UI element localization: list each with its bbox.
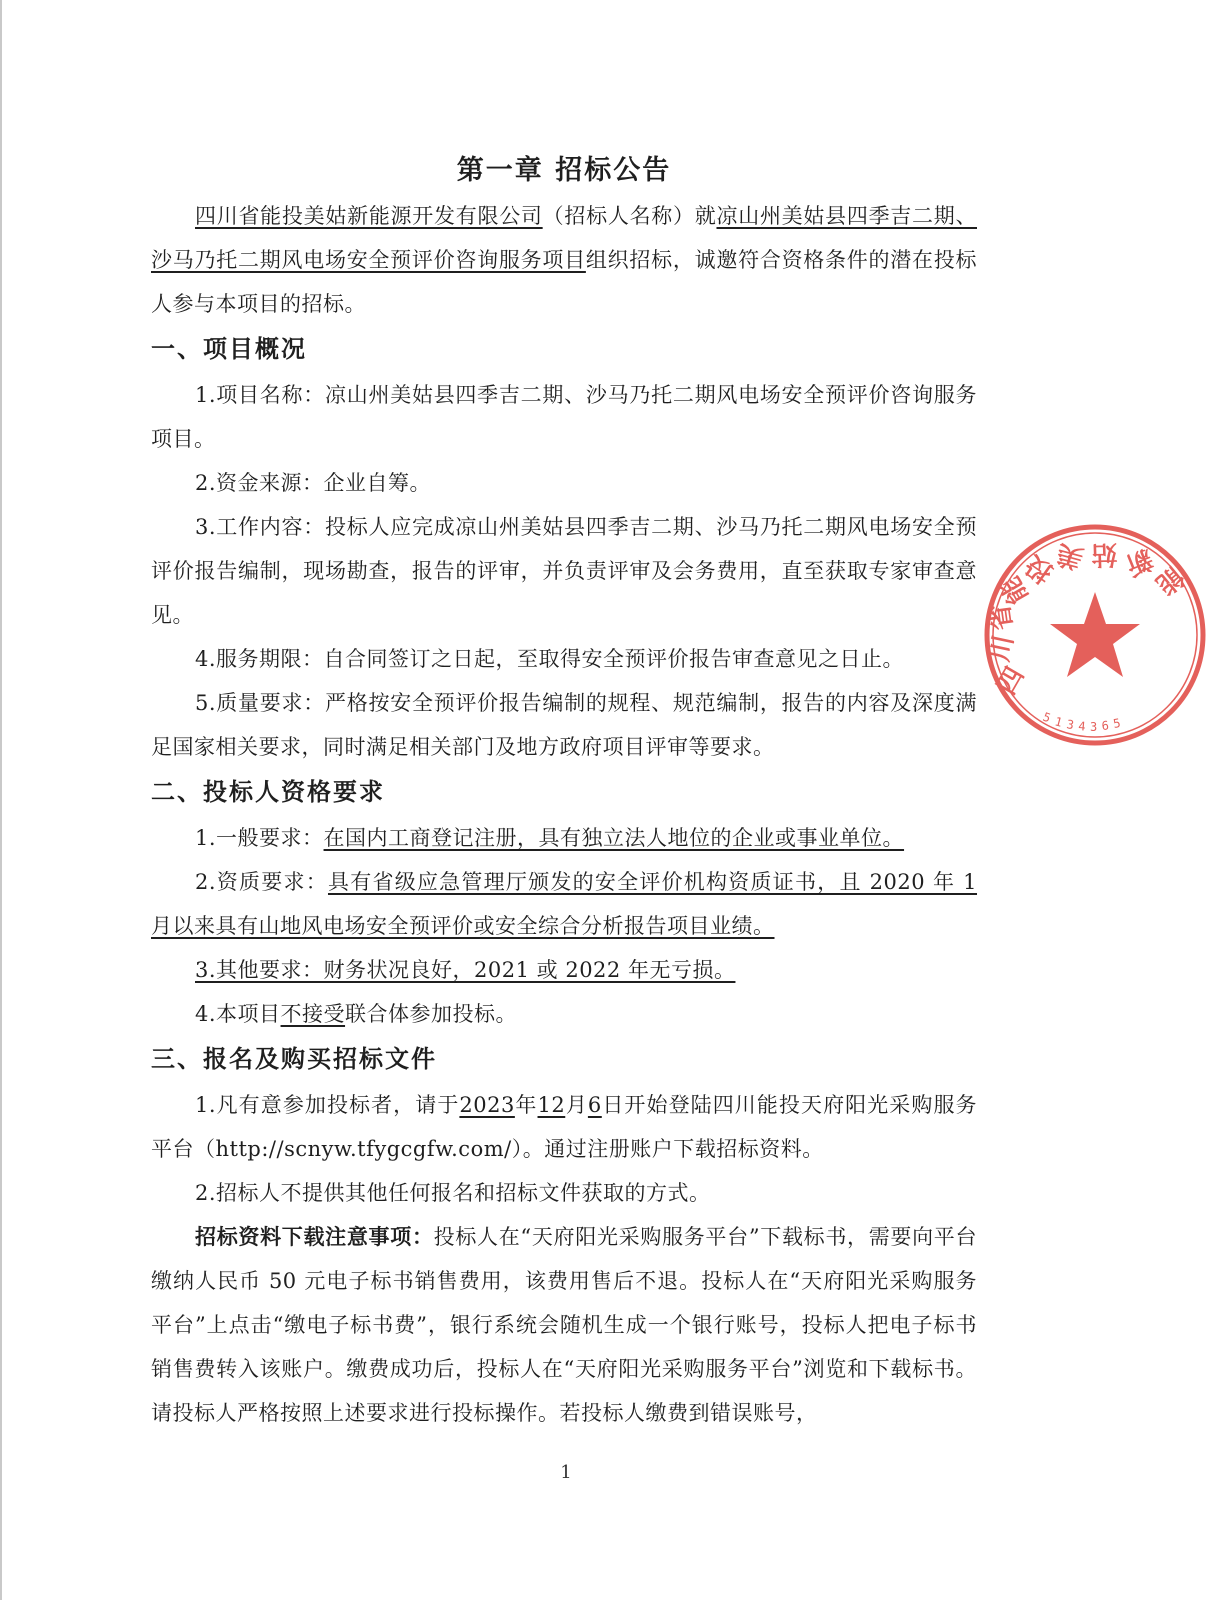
svg-text:川: 川	[984, 632, 1020, 665]
qualification-item: 1.一般要求：在国内工商登记注册，具有独立法人地位的企业或事业单位。	[195, 826, 905, 850]
svg-text:姑: 姑	[1090, 538, 1118, 570]
svg-text:投: 投	[1020, 548, 1059, 589]
tenderer-name: 四川省能投美姑新能源开发有限公司	[195, 204, 543, 228]
svg-text:省: 省	[985, 602, 1019, 633]
qualification-item: 3.其他要求：财务状况良好，2021 或 2022 年无亏损。	[195, 958, 736, 982]
svg-text:1: 1	[1053, 714, 1064, 730]
overview-item: 2.资金来源：企业自筹。	[195, 471, 432, 495]
download-notice: 招标资料下载注意事项：投标人在“天府阳光采购服务平台”下载标书，需要向平台缴纳人民币 50 元电子标书销售费用，该费用售后不退。投标人在“天府阳光采购服务平台”上点击“缴电子标书费”，银行系统会随机生成一个银行账号，投标人把电子标书销售费转入该账户。缴费成功后，投标人在“天府阳光采购服务平台”浏览和下载标书。请投标人严格按照上述要求进行投标操作。若投标人缴费到错误账号，	[151, 1225, 977, 1425]
overview-item: 3.工作内容：投标人应完成凉山州美姑县四季吉二期、沙马乃托二期风电场安全预评价报告编制，现场勘查，报告的评审，并负责评审及会务费用，直至获取专家审查意见。	[151, 515, 977, 627]
svg-text:新: 新	[1121, 542, 1157, 581]
svg-text:5: 5	[1112, 715, 1122, 731]
company-seal-stamp	[980, 520, 1210, 750]
overview-item: 5.质量要求：严格按安全预评价报告编制的规程、规范编制，报告的内容及深度满足国家相关要求，同时满足相关部门及地方政府项目评审等要求。	[151, 691, 977, 759]
section-heading-overview: 一、项目概况	[151, 335, 307, 363]
qualification-item: 4.本项目不接受联合体参加投标。	[195, 1002, 518, 1026]
project-name: 凉山州美姑县四季吉二期、沙马乃托二期风电场安全预评价咨询服务项目	[151, 204, 977, 272]
svg-text:美: 美	[1053, 537, 1087, 574]
svg-text:3: 3	[1065, 717, 1076, 733]
document-body	[151, 148, 977, 1435]
registration-item: 1.凡有意参加投标者，请于2023年12月6日开始登陆四川能投天府阳光采购服务平台（http://scnyw.tfygcgfw.com/）。通过注册账户下载招标资料。	[151, 1093, 978, 1161]
svg-text:能: 能	[995, 571, 1035, 609]
overview-item: 1.项目名称：凉山州美姑县四季吉二期、沙马乃托二期风电场安全预评价咨询服务项目。	[151, 383, 977, 451]
overview-item: 4.服务期限：自合同签订之日起，至取得安全预评价报告审查意见之日止。	[195, 647, 905, 671]
chapter-title: 第一章 招标公告	[456, 155, 672, 186]
registration-item: 2.招标人不提供其他任何报名和招标文件获取的方式。	[195, 1181, 711, 1205]
svg-text:5: 5	[1040, 709, 1053, 726]
svg-text:能: 能	[1149, 560, 1189, 600]
qualification-item: 2.资质要求：具有省级应急管理厅颁发的安全评价机构资质证书，且 2020 年 1 月以来具有山地风电场安全预评价或安全综合分析报告项目业绩。	[151, 870, 978, 938]
section-heading-registration: 三、报名及购买招标文件	[151, 1045, 437, 1073]
intro-paragraph: 四川省能投美姑新能源开发有限公司（招标人名称）就凉山州美姑县四季吉二期、沙马乃托二期风电场安全预评价咨询服务项目组织招标，诚邀符合资格条件的潜在投标人参与本项目的招标。	[151, 204, 978, 316]
svg-text:3: 3	[1090, 720, 1098, 734]
svg-text:6: 6	[1101, 718, 1110, 733]
svg-text:四: 四	[991, 662, 1031, 700]
page-number: 1	[560, 1462, 572, 1483]
section-heading-qualification: 二、投标人资格要求	[151, 778, 385, 806]
svg-text:4: 4	[1077, 719, 1087, 734]
